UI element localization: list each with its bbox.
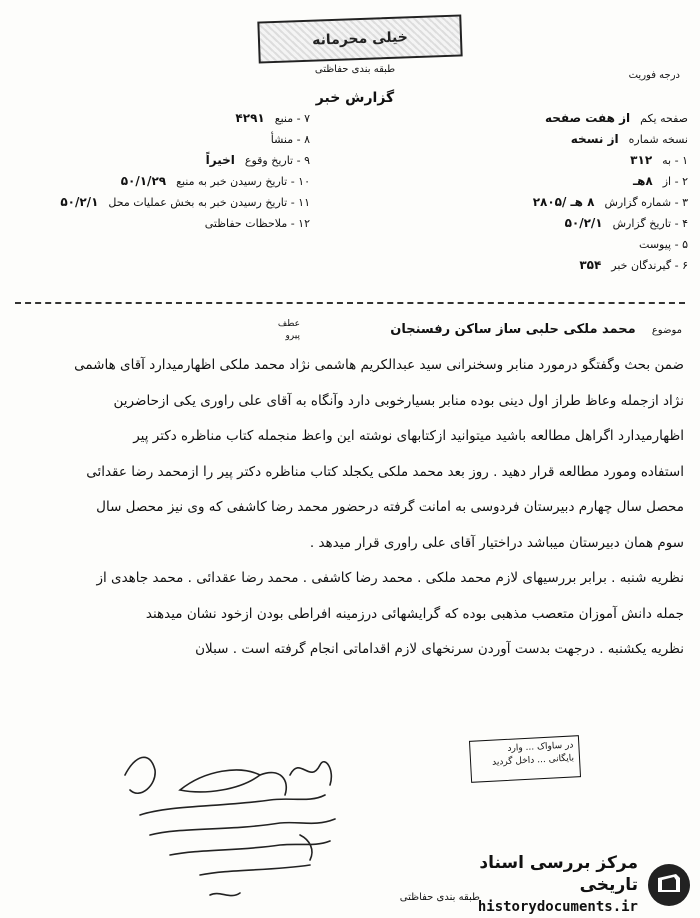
field-row — [410, 213, 688, 234]
field-value: ۸ هـ /۲۸۰۵ — [532, 195, 595, 209]
watermark-text — [430, 852, 638, 918]
received-stamp-line: در ساواک ... وارد — [507, 740, 574, 754]
report-body — [12, 348, 684, 668]
field-row — [10, 150, 310, 171]
urgency-label: درجه فوریت — [628, 70, 680, 81]
field-label: صفحه یکم — [640, 112, 688, 125]
field-row — [10, 213, 310, 234]
classification-label: طبقه بندی حفاظتی — [314, 64, 396, 75]
field-label: ۴ - تاریخ گزارش — [612, 217, 688, 230]
divider — [15, 302, 685, 304]
reference-note-line: پیرو — [285, 331, 300, 341]
watermark-url: historydocuments.ir — [477, 899, 638, 915]
document-title: گزارش خبر — [315, 90, 395, 106]
field-row — [410, 255, 688, 276]
field-value: ۳۱۲ — [630, 153, 653, 167]
field-row — [10, 171, 310, 192]
body-line: ضمن بحث وگفتگو درمورد منابر وسخنرانی سید عبدالکریم هاشمی نژاد محمد ملکی اظهارمیدارد آقای هاشمی — [74, 357, 684, 373]
body-line: استفاده ومورد مطالعه قرار دهید . روز بعد محمد ملکی یکجلد کتاب مناظره دکتر پیر را ازمحمد رضا عقدائی — [86, 463, 684, 480]
watermark-title: مرکز بررسی اسناد تاریخی — [479, 853, 638, 895]
field-label: ۱۰ - تاریخ رسیدن خبر به منبع — [176, 175, 310, 188]
field-label: ۷ - منبع — [274, 112, 310, 125]
field-label: ۱۲ - ملاحظات حفاظتی — [204, 217, 310, 230]
field-value: ۴۲۹۱ — [235, 111, 265, 125]
field-value: ۵۰/۲/۱ — [564, 216, 603, 230]
body-line: محصل سال چهارم دبیرستان فردوسی به امانت گرفته درحضور محمد رضا کاشفی که وی نیز محصل سال — [96, 499, 684, 515]
classification-stamp-text: خیلی محرمانه — [311, 29, 409, 49]
watermark — [430, 853, 692, 915]
body-line: نظریه شنبه . برابر بررسیهای لازم محمد ملکی . محمد رضا کاشفی . محمد رضا عقدائی . محمد جاهدی از — [96, 570, 684, 586]
report-fields-right — [410, 108, 688, 276]
field-label: نسخه شماره — [628, 133, 688, 146]
body-line: اظهارمیدارد اگراهل مطالعه باشید میتوانید ازکتابهای نوشته این واعظ منجمله کتاب مناظره دکتر پیر — [133, 428, 684, 444]
field-value: ۵۰/۲/۱ — [60, 195, 99, 209]
field-row — [10, 192, 310, 213]
field-row — [410, 129, 688, 150]
reference-note-line: عطف — [277, 319, 300, 329]
field-label: ۶ - گیرندگان خبر — [611, 259, 688, 272]
field-row — [10, 129, 310, 150]
field-label: ۱ - به — [662, 154, 688, 167]
classification-stamp — [257, 14, 462, 63]
body-line: نظریه یکشنبه . درجهت بدست آوردن سرنخهای لازم اقداماتی انجام گرفته است . سبلان — [195, 641, 684, 657]
field-label: ۳ - شماره گزارش — [604, 196, 688, 209]
field-label: ۵ - پیوست — [639, 238, 688, 251]
subject-value: محمد ملکی حلبی ساز ساکن رفسنجان — [390, 322, 636, 337]
field-value: از هفت صفحه — [544, 111, 631, 125]
subject-line — [50, 322, 682, 337]
body-line: جمله دانش آموزان متعصب مذهبی بوده که گرایشهائی درزمینه افراطی بودن ازخود نشان میدهند — [145, 605, 684, 622]
field-label: ۲ - از — [662, 175, 688, 188]
field-row — [410, 234, 688, 255]
report-fields-left — [10, 108, 310, 234]
field-value: از نسخه — [570, 132, 619, 146]
field-value: ۳۵۴ — [579, 258, 602, 272]
field-label: ۹ - تاریخ وقوع — [244, 154, 310, 167]
field-row — [410, 150, 688, 171]
field-label: ۸ - منشأ — [270, 133, 310, 146]
field-row — [410, 171, 688, 192]
archive-logo-icon — [646, 862, 692, 908]
body-line: سوم همان دبیرستان میباشد دراختیار آقای علی راوری قرار میدهد . — [309, 534, 684, 551]
field-row — [10, 108, 310, 129]
field-value: ۸هـ — [632, 174, 653, 188]
field-row — [410, 192, 688, 213]
field-value: اخیراً — [205, 153, 235, 167]
field-label: ۱۱ - تاریخ رسیدن خبر به بخش عملیات محل — [108, 196, 310, 209]
received-stamp-line: بایگانی ... داخل گردید — [491, 753, 575, 768]
footer-classification-label: طبقه بندی حفاظتی — [399, 892, 480, 903]
received-stamp — [469, 735, 581, 783]
subject-label: موضوع — [651, 325, 682, 336]
body-line: نژاد ازجمله وعاظ طراز اول دینی بوده منابر بسیارخوبی دارد وآنگاه به آقای علی راوری یکی ازحاضرین — [113, 392, 684, 409]
handwritten-annotation — [110, 745, 350, 905]
field-row — [410, 108, 688, 129]
field-value: ۵۰/۱/۲۹ — [120, 174, 167, 188]
